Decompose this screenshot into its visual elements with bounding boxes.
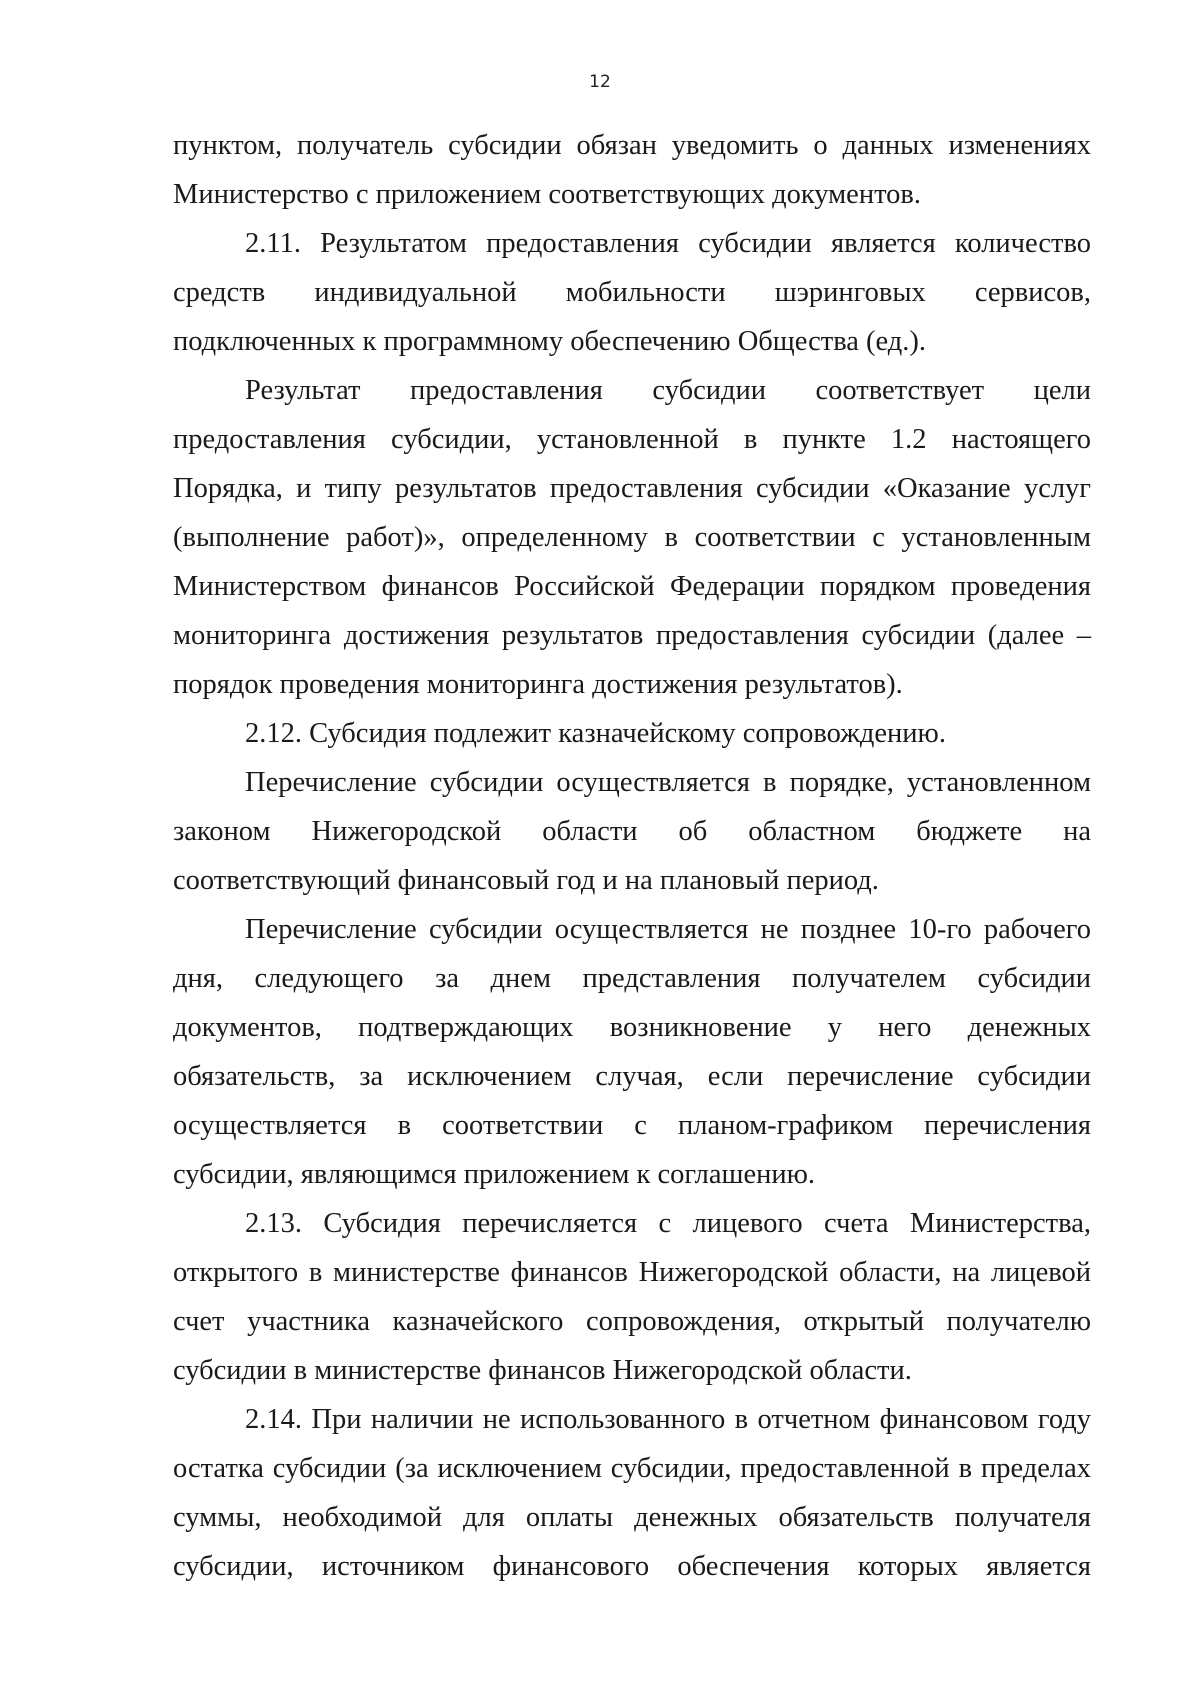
document-body [173, 121, 1091, 1591]
paragraph-2-13: 2.13. Субсидия перечисляется с лицевого счета Министерства, открытого в министерстве финансов Нижегородской области, на лицевой счет участника казначейского сопровождения, открытый получателю субсидии в министерстве финансов Нижегородской области. [173, 1208, 1091, 1386]
paragraph-result: Результат предоставления субсидии соответствует цели предоставления субсидии, установленной в пункте 1.2 настоящего Порядка, и типу результатов предоставления субсидии «Оказание услуг (выполнение работ)», определенному в соответствии с установленным Министерством финансов Российской Федерации порядком проведения мониторинга достижения результатов предоставления субсидии (далее – порядок проведения мониторинга достижения результатов). [173, 375, 1091, 700]
paragraph-2-14: 2.14. При наличии не использованного в отчетном финансовом году остатка субсидии (за исключением субсидии, предоставленной в пределах суммы, необходимой для оплаты денежных обязательств получателя субсидии, источником финансового обеспечения которых является [173, 1404, 1091, 1582]
page-number: 12 [589, 72, 611, 92]
paragraph-transfer-order: Перечисление субсидии осуществляется в порядке, установленном законом Нижегородской области об областном бюджете на соответствующий финансовый год и на плановый период. [173, 767, 1091, 896]
paragraph-continuation: пунктом, получатель субсидии обязан уведомить о данных изменениях Министерство с приложением соответствующих документов. [173, 130, 1091, 210]
paragraph-2-12: 2.12. Субсидия подлежит казначейскому сопровождению. [245, 718, 946, 749]
paragraph-transfer-deadline: Перечисление субсидии осуществляется не позднее 10-го рабочего дня, следующего за днем представления получателем субсидии документов, подтверждающих возникновение у него денежных обязательств, за исключением случая, если перечисление субсидии осуществляется в соответствии с планом-графиком перечисления субсидии, являющимся приложением к соглашению. [173, 914, 1091, 1190]
paragraph-2-11: 2.11. Результатом предоставления субсидии является количество средств индивидуальной мобильности шэринговых сервисов, подключенных к программному обеспечению Общества (ед.). [173, 228, 1091, 357]
